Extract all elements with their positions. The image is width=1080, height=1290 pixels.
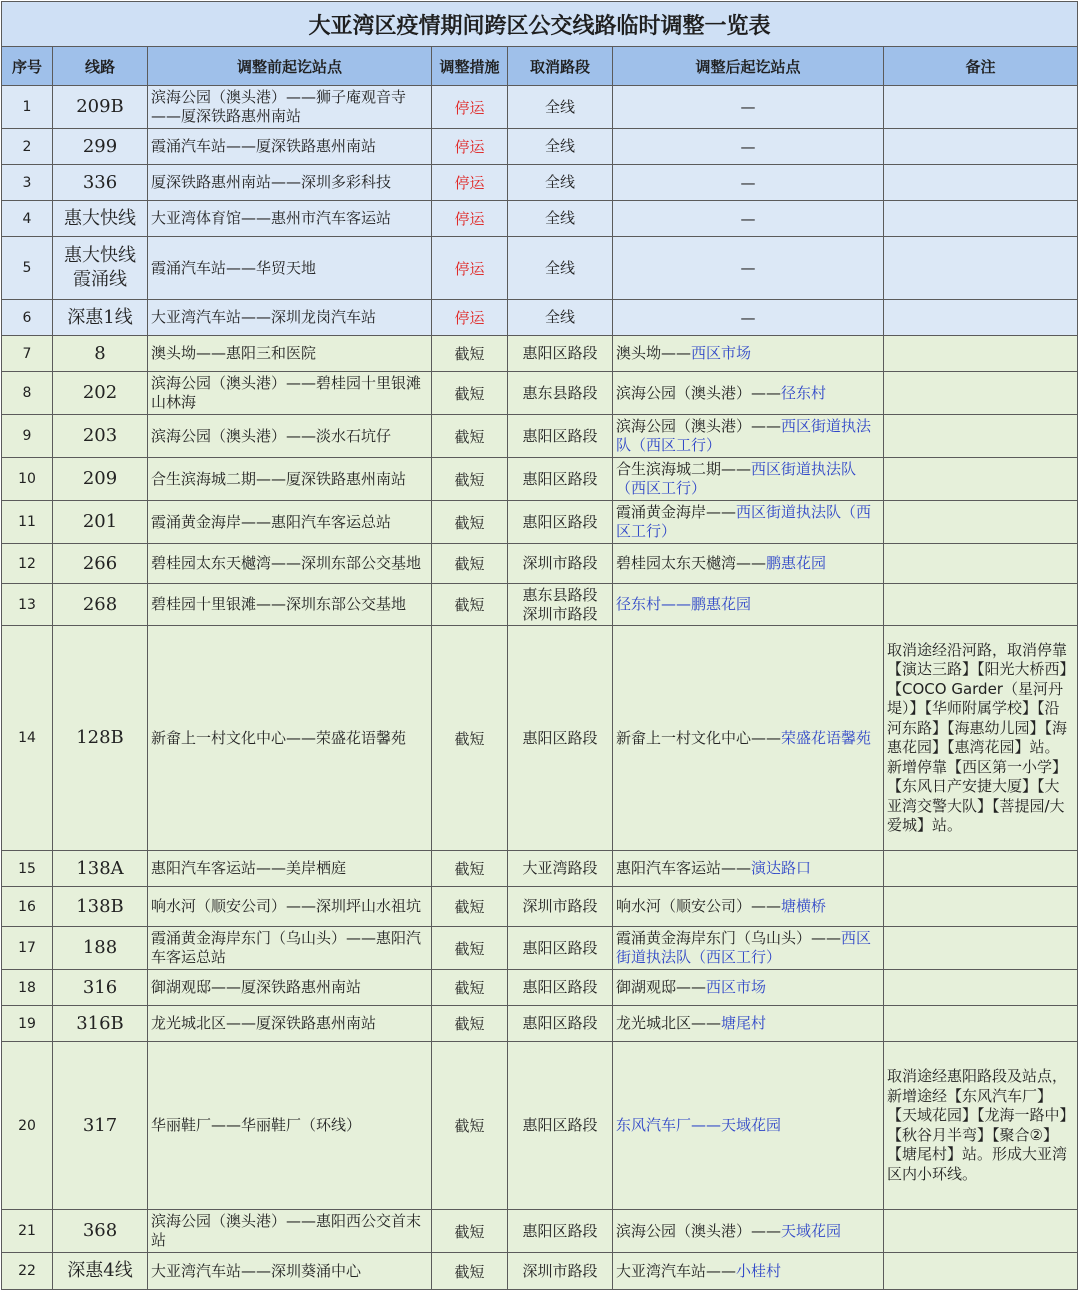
- remark: [884, 458, 1078, 501]
- remark: [884, 584, 1078, 626]
- adjust-measure: 截短: [432, 1210, 508, 1253]
- cancelled-section: 惠阳区路段: [508, 1006, 613, 1042]
- table-row: [2, 372, 1078, 415]
- stations-after: [613, 626, 884, 851]
- adjust-measure: 停运: [432, 201, 508, 237]
- remark: [884, 129, 1078, 165]
- row-number: 15: [2, 851, 53, 887]
- route-name: 188: [53, 927, 148, 970]
- stations-before: 御湖观邸——厦深铁路惠州南站: [148, 970, 432, 1006]
- row-number: 16: [2, 887, 53, 927]
- stations-after: [613, 1006, 884, 1042]
- stations-after: [613, 544, 884, 584]
- adjust-measure: 截短: [432, 851, 508, 887]
- route-name: 316B: [53, 1006, 148, 1042]
- stations-before: 碧桂园太东天樾湾——深圳东部公交基地: [148, 544, 432, 584]
- remark: [884, 970, 1078, 1006]
- stations-before: 合生滨海城二期——厦深铁路惠州南站: [148, 458, 432, 501]
- table-row: [2, 501, 1078, 544]
- after-plain-text: 滨海公园（澳头港）——: [616, 1221, 782, 1240]
- stations-after: [613, 887, 884, 927]
- table-row: [2, 1006, 1078, 1042]
- row-number: 17: [2, 927, 53, 970]
- route-name: 268: [53, 584, 148, 626]
- table-title: 大亚湾区疫情期间跨区公交线路临时调整一览表: [2, 2, 1078, 47]
- cancelled-section: 惠阳区路段: [508, 1210, 613, 1253]
- table-row: [2, 1253, 1078, 1290]
- table-row: [2, 970, 1078, 1006]
- route-name: 336: [53, 165, 148, 201]
- stations-after: [613, 86, 884, 129]
- remark: [884, 1006, 1078, 1042]
- row-number: 22: [2, 1253, 53, 1290]
- after-highlight-text: 西区市场: [706, 978, 767, 996]
- table-row: [2, 86, 1078, 129]
- after-highlight-text: 鹏惠花园: [766, 554, 827, 572]
- route-name: 深惠1线: [53, 300, 148, 336]
- adjust-measure: 停运: [432, 86, 508, 129]
- adjust-measure: 停运: [432, 129, 508, 165]
- route-name: 8: [53, 336, 148, 372]
- cancelled-section: 惠阳区路段: [508, 501, 613, 544]
- stations-before: 滨海公园（澳头港）——淡水石坑仔: [148, 415, 432, 458]
- stations-before: 碧桂园十里银滩——深圳东部公交基地: [148, 584, 432, 626]
- table-row: [2, 129, 1078, 165]
- stations-before: 厦深铁路惠州南站——深圳多彩科技: [148, 165, 432, 201]
- row-number: 14: [2, 626, 53, 851]
- after-highlight-text: 径东村——鹏惠花园: [616, 595, 752, 613]
- table-row: [2, 415, 1078, 458]
- after-highlight-text: 西区街道执法队（西区工行）: [616, 417, 872, 454]
- header-row: [2, 47, 1078, 86]
- header-line: 线路: [53, 47, 148, 86]
- adjust-measure: 截短: [432, 1006, 508, 1042]
- after-plain-text: 大亚湾汽车站——: [616, 1261, 737, 1280]
- header-after: 调整后起讫站点: [613, 47, 884, 86]
- after-plain-text: 合生滨海城二期——: [616, 460, 752, 478]
- cancelled-section: 惠阳区路段: [508, 336, 613, 372]
- row-number: 19: [2, 1006, 53, 1042]
- remark: [884, 544, 1078, 584]
- table-row: [2, 300, 1078, 336]
- cancelled-section: 惠阳区路段: [508, 927, 613, 970]
- remark: [884, 927, 1078, 970]
- remark: [884, 1210, 1078, 1253]
- after-plain-text: —: [740, 173, 756, 192]
- row-number: 8: [2, 372, 53, 415]
- row-number: 13: [2, 584, 53, 626]
- stations-before: 响水河（顺安公司）——深圳坪山水祖坑: [148, 887, 432, 927]
- table-row: [2, 1210, 1078, 1253]
- after-highlight-text: 东风汽车厂——天域花园: [616, 1116, 782, 1134]
- stations-before: 滨海公园（澳头港）——碧桂园十里银滩山林海: [148, 372, 432, 415]
- after-highlight-text: 天域花园: [781, 1221, 842, 1240]
- stations-before: 大亚湾体育馆——惠州市汽车客运站: [148, 201, 432, 237]
- route-name: 203: [53, 415, 148, 458]
- route-name: 惠大快线 霞涌线: [53, 237, 148, 300]
- route-name: 316: [53, 970, 148, 1006]
- adjust-measure: 停运: [432, 300, 508, 336]
- stations-after: [613, 851, 884, 887]
- after-plain-text: 御湖观邸——: [616, 978, 707, 996]
- stations-before: 滨海公园（澳头港）——狮子庵观音寺——厦深铁路惠州南站: [148, 86, 432, 129]
- cancelled-section: 惠阳区路段: [508, 415, 613, 458]
- after-highlight-text: 西区街道执法队（西区工行）: [616, 929, 872, 966]
- stations-after: [613, 458, 884, 501]
- stations-after: [613, 1210, 884, 1253]
- table-row: [2, 887, 1078, 927]
- after-highlight-text: 西区街道执法队（西区工行）: [616, 460, 857, 497]
- stations-after: [613, 300, 884, 336]
- remark: [884, 415, 1078, 458]
- after-plain-text: 碧桂园太东天樾湾——: [616, 554, 767, 572]
- route-name: 209B: [53, 86, 148, 129]
- header-no: 序号: [2, 47, 53, 86]
- header-cancel: 取消路段: [508, 47, 613, 86]
- cancelled-section: 惠阳区路段: [508, 458, 613, 501]
- cancelled-section: 惠阳区路段: [508, 626, 613, 851]
- stations-after: [613, 201, 884, 237]
- stations-after: [613, 336, 884, 372]
- after-plain-text: 响水河（顺安公司）——: [616, 897, 782, 915]
- after-highlight-text: 塘横桥: [781, 897, 827, 915]
- cancelled-section: 全线: [508, 201, 613, 237]
- remark: [884, 336, 1078, 372]
- table-row: [2, 544, 1078, 584]
- stations-before: 大亚湾汽车站——深圳龙岗汽车站: [148, 300, 432, 336]
- after-plain-text: 滨海公园（澳头港）——: [616, 417, 782, 435]
- adjust-measure: 截短: [432, 501, 508, 544]
- stations-after: [613, 970, 884, 1006]
- stations-after: [613, 372, 884, 415]
- after-plain-text: —: [740, 137, 756, 156]
- row-number: 21: [2, 1210, 53, 1253]
- row-number: 2: [2, 129, 53, 165]
- table-row: [2, 851, 1078, 887]
- cancelled-section: 全线: [508, 129, 613, 165]
- table-row: [2, 201, 1078, 237]
- after-highlight-text: 径东村: [781, 383, 827, 402]
- adjust-measure: 截短: [432, 584, 508, 626]
- adjust-measure: 截短: [432, 372, 508, 415]
- stations-after: [613, 165, 884, 201]
- stations-before: 新畲上一村文化中心——荣盛花语馨苑: [148, 626, 432, 851]
- row-number: 6: [2, 300, 53, 336]
- table-row: [2, 237, 1078, 300]
- route-name: 202: [53, 372, 148, 415]
- after-plain-text: 霞涌黄金海岸——: [616, 503, 737, 521]
- row-number: 10: [2, 458, 53, 501]
- after-plain-text: —: [740, 98, 756, 116]
- adjust-measure: 截短: [432, 336, 508, 372]
- table-row: [2, 584, 1078, 626]
- cancelled-section: 深圳市路段: [508, 544, 613, 584]
- stations-after: [613, 927, 884, 970]
- route-name: 128B: [53, 626, 148, 851]
- after-highlight-text: 荣盛花语馨苑: [781, 728, 872, 747]
- after-plain-text: 澳头坳——: [616, 344, 692, 362]
- after-plain-text: 龙光城北区——: [616, 1014, 722, 1032]
- stations-after: [613, 584, 884, 626]
- adjust-measure: 截短: [432, 544, 508, 584]
- after-highlight-text: 演达路口: [751, 859, 812, 877]
- table-row: [2, 927, 1078, 970]
- stations-after: [613, 1042, 884, 1210]
- adjust-measure: 截短: [432, 1253, 508, 1290]
- stations-before: 大亚湾汽车站——深圳葵涌中心: [148, 1253, 432, 1290]
- stations-after: [613, 1253, 884, 1290]
- row-number: 9: [2, 415, 53, 458]
- route-name: 138A: [53, 851, 148, 887]
- remark: 取消途经惠阳路段及站点，新增途经【东风汽车厂】【天域花园】【龙海一路中】【秋谷月半弯】【聚合②】【塘尾村】站。形成大亚湾区内小环线。: [884, 1042, 1078, 1210]
- remark: [884, 300, 1078, 336]
- remark: [884, 86, 1078, 129]
- remark: [884, 851, 1078, 887]
- header-measure: 调整措施: [432, 47, 508, 86]
- stations-before: 霞涌黄金海岸——惠阳汽车客运总站: [148, 501, 432, 544]
- adjust-measure: 截短: [432, 626, 508, 851]
- after-plain-text: —: [740, 209, 756, 228]
- stations-after: [613, 415, 884, 458]
- row-number: 5: [2, 237, 53, 300]
- stations-before: 龙光城北区——厦深铁路惠州南站: [148, 1006, 432, 1042]
- route-name: 209: [53, 458, 148, 501]
- cancelled-section: 全线: [508, 237, 613, 300]
- stations-before: 霞涌汽车站——华贸天地: [148, 237, 432, 300]
- cancelled-section: 深圳市路段: [508, 1253, 613, 1290]
- cancelled-section: 全线: [508, 86, 613, 129]
- adjust-measure: 截短: [432, 415, 508, 458]
- route-name: 299: [53, 129, 148, 165]
- header-note: 备注: [884, 47, 1078, 86]
- route-name: 深惠4线: [53, 1253, 148, 1290]
- after-plain-text: 滨海公园（澳头港）——: [616, 383, 782, 402]
- remark: 取消途经沿河路，取消停靠【演达三路】【阳光大桥西】【COCO Garder（星河丹堤）】【华师附属学校】【沿河东路】【海惠幼儿园】【海惠花园】【惠湾花园】站。新增停靠【西区第一小学】【东风日产安捷大厦】【大亚湾交警大队】【菩提园/大爱城】站。: [884, 626, 1078, 851]
- stations-before: 滨海公园（澳头港）——惠阳西公交首末站: [148, 1210, 432, 1253]
- after-plain-text: —: [740, 259, 756, 277]
- remark: [884, 887, 1078, 927]
- adjust-measure: 截短: [432, 970, 508, 1006]
- after-highlight-text: 塘尾村: [721, 1014, 767, 1032]
- stations-before: 霞涌汽车站——厦深铁路惠州南站: [148, 129, 432, 165]
- adjust-measure: 停运: [432, 165, 508, 201]
- row-number: 20: [2, 1042, 53, 1210]
- stations-before: 华丽鞋厂——华丽鞋厂（环线）: [148, 1042, 432, 1210]
- remark: [884, 237, 1078, 300]
- after-highlight-text: 西区街道执法队（西区工行）: [616, 503, 872, 540]
- row-number: 18: [2, 970, 53, 1006]
- row-number: 4: [2, 201, 53, 237]
- remark: [884, 201, 1078, 237]
- adjust-measure: 截短: [432, 887, 508, 927]
- remark: [884, 372, 1078, 415]
- cancelled-section: 惠阳区路段: [508, 970, 613, 1006]
- after-plain-text: —: [740, 308, 756, 327]
- remark: [884, 1253, 1078, 1290]
- stations-after: [613, 501, 884, 544]
- remark: [884, 165, 1078, 201]
- table-row: [2, 1042, 1078, 1210]
- after-highlight-text: 西区市场: [691, 344, 752, 362]
- row-number: 1: [2, 86, 53, 129]
- after-highlight-text: 小桂村: [736, 1261, 782, 1280]
- cancelled-section: 全线: [508, 300, 613, 336]
- cancelled-section: 大亚湾路段: [508, 851, 613, 887]
- cancelled-section: 惠东县路段 深圳市路段: [508, 584, 613, 626]
- route-name: 138B: [53, 887, 148, 927]
- row-number: 12: [2, 544, 53, 584]
- cancelled-section: 惠阳区路段: [508, 1042, 613, 1210]
- stations-before: 澳头坳——惠阳三和医院: [148, 336, 432, 372]
- cancelled-section: 深圳市路段: [508, 887, 613, 927]
- adjustment-table: [1, 1, 1078, 1290]
- table-row: [2, 336, 1078, 372]
- after-plain-text: 新畲上一村文化中心——: [616, 728, 782, 747]
- stations-after: [613, 237, 884, 300]
- adjust-measure: 截短: [432, 458, 508, 501]
- row-number: 3: [2, 165, 53, 201]
- adjust-measure: 停运: [432, 237, 508, 300]
- route-name: 201: [53, 501, 148, 544]
- route-name: 368: [53, 1210, 148, 1253]
- route-name: 266: [53, 544, 148, 584]
- cancelled-section: 惠东县路段: [508, 372, 613, 415]
- cancelled-section: 全线: [508, 165, 613, 201]
- adjust-measure: 截短: [432, 927, 508, 970]
- stations-before: 惠阳汽车客运站——美岸栖庭: [148, 851, 432, 887]
- table-row: [2, 165, 1078, 201]
- after-plain-text: 惠阳汽车客运站——: [616, 859, 752, 877]
- header-before: 调整前起讫站点: [148, 47, 432, 86]
- route-name: 惠大快线: [53, 201, 148, 237]
- route-name: 317: [53, 1042, 148, 1210]
- stations-before: 霞涌黄金海岸东门（乌山头）——惠阳汽车客运总站: [148, 927, 432, 970]
- after-plain-text: 霞涌黄金海岸东门（乌山头）——: [616, 929, 842, 947]
- adjust-measure: 截短: [432, 1042, 508, 1210]
- row-number: 7: [2, 336, 53, 372]
- table-row: [2, 458, 1078, 501]
- remark: [884, 501, 1078, 544]
- table-row: [2, 626, 1078, 851]
- row-number: 11: [2, 501, 53, 544]
- stations-after: [613, 129, 884, 165]
